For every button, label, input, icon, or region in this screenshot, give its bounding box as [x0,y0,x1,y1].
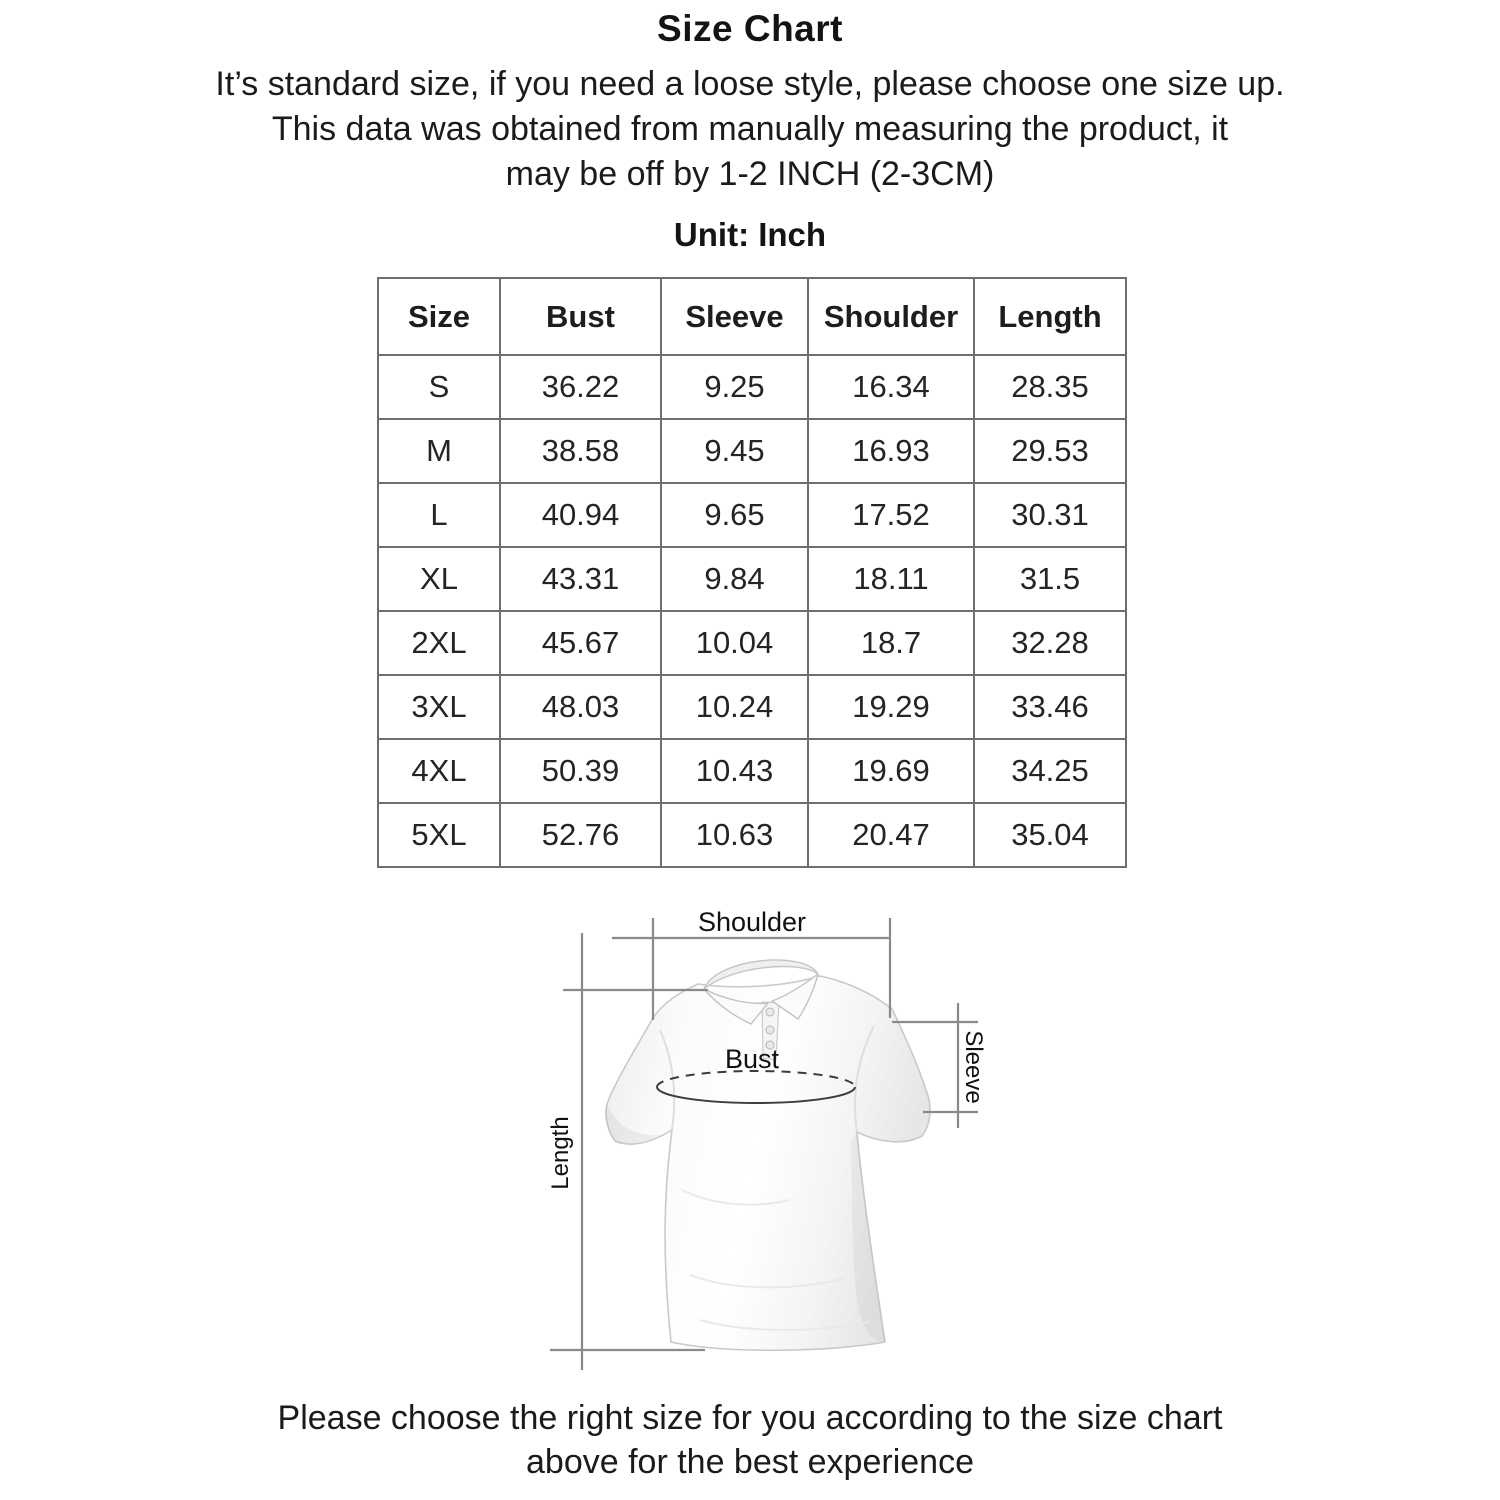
table-cell: 10.43 [661,739,808,803]
table-row [378,483,1126,547]
shirt-illustration [606,960,930,1350]
table-cell: 34.25 [974,739,1126,803]
table-cell: 19.29 [808,675,974,739]
table-cell: 20.47 [808,803,974,867]
length-label: Length [547,1116,574,1190]
table-cell: 4XL [378,739,500,803]
table-cell: 16.93 [808,419,974,483]
column-header: Size [378,278,500,355]
table-row [378,739,1126,803]
intro-line-2: This data was obtained from manually measuring the product, it [271,110,1229,148]
table-row [378,675,1126,739]
column-header: Bust [500,278,661,355]
size-table [377,277,1127,868]
table-cell: 48.03 [500,675,661,739]
table-row [378,547,1126,611]
table-cell: 18.7 [808,611,974,675]
unit-label: Unit: Inch [673,216,827,253]
table-cell: L [378,483,500,547]
measurement-diagram [500,890,1060,1390]
table-cell: 45.67 [500,611,661,675]
table-cell: 32.28 [974,611,1126,675]
table-cell: 10.24 [661,675,808,739]
table-cell: 38.58 [500,419,661,483]
table-cell: 52.76 [500,803,661,867]
table-cell: 9.65 [661,483,808,547]
table-cell: 5XL [378,803,500,867]
table-cell: 33.46 [974,675,1126,739]
table-cell: 35.04 [974,803,1126,867]
button [766,1026,774,1034]
table-cell: 28.35 [974,355,1126,419]
table-cell: XL [378,547,500,611]
table-cell: 18.11 [808,547,974,611]
table-cell: 43.31 [500,547,661,611]
sleeve-label: Sleeve [960,1030,987,1104]
table-cell: 3XL [378,675,500,739]
page-title: Size Chart [657,8,843,49]
table-cell: 31.5 [974,547,1126,611]
table-row [378,355,1126,419]
table-cell: 29.53 [974,419,1126,483]
size-table-body [378,355,1126,867]
table-cell: 30.31 [974,483,1126,547]
column-header: Length [974,278,1126,355]
table-cell: 16.34 [808,355,974,419]
polo-shirt-diagram [500,890,1060,1390]
table-cell: M [378,419,500,483]
shoulder-label: Shoulder [697,907,807,937]
table-cell: 10.63 [661,803,808,867]
table-cell: 40.94 [500,483,661,547]
footer-text [0,1396,1500,1484]
footer-line-1: Please choose the right size for you according to the size chart [277,1399,1223,1437]
column-header: Shoulder [808,278,974,355]
footer-line-2: above for the best experience [526,1443,974,1481]
size-table-head-row [378,278,1126,355]
table-cell: 9.45 [661,419,808,483]
table-cell: 50.39 [500,739,661,803]
table-row [378,611,1126,675]
table-row [378,419,1126,483]
intro-line-3: may be off by 1-2 INCH (2-3CM) [505,155,995,193]
table-cell: 9.25 [661,355,808,419]
column-header: Sleeve [661,278,808,355]
table-cell: 9.84 [661,547,808,611]
intro-text [0,62,1500,197]
bust-label: Bust [724,1044,780,1074]
table-cell: 2XL [378,611,500,675]
button [766,1008,774,1016]
table-cell: 36.22 [500,355,661,419]
table-cell: 10.04 [661,611,808,675]
table-cell: S [378,355,500,419]
intro-line-1: It’s standard size, if you need a loose style, please choose one size up. [215,65,1285,103]
table-cell: 17.52 [808,483,974,547]
table-row [378,803,1126,867]
table-cell: 19.69 [808,739,974,803]
